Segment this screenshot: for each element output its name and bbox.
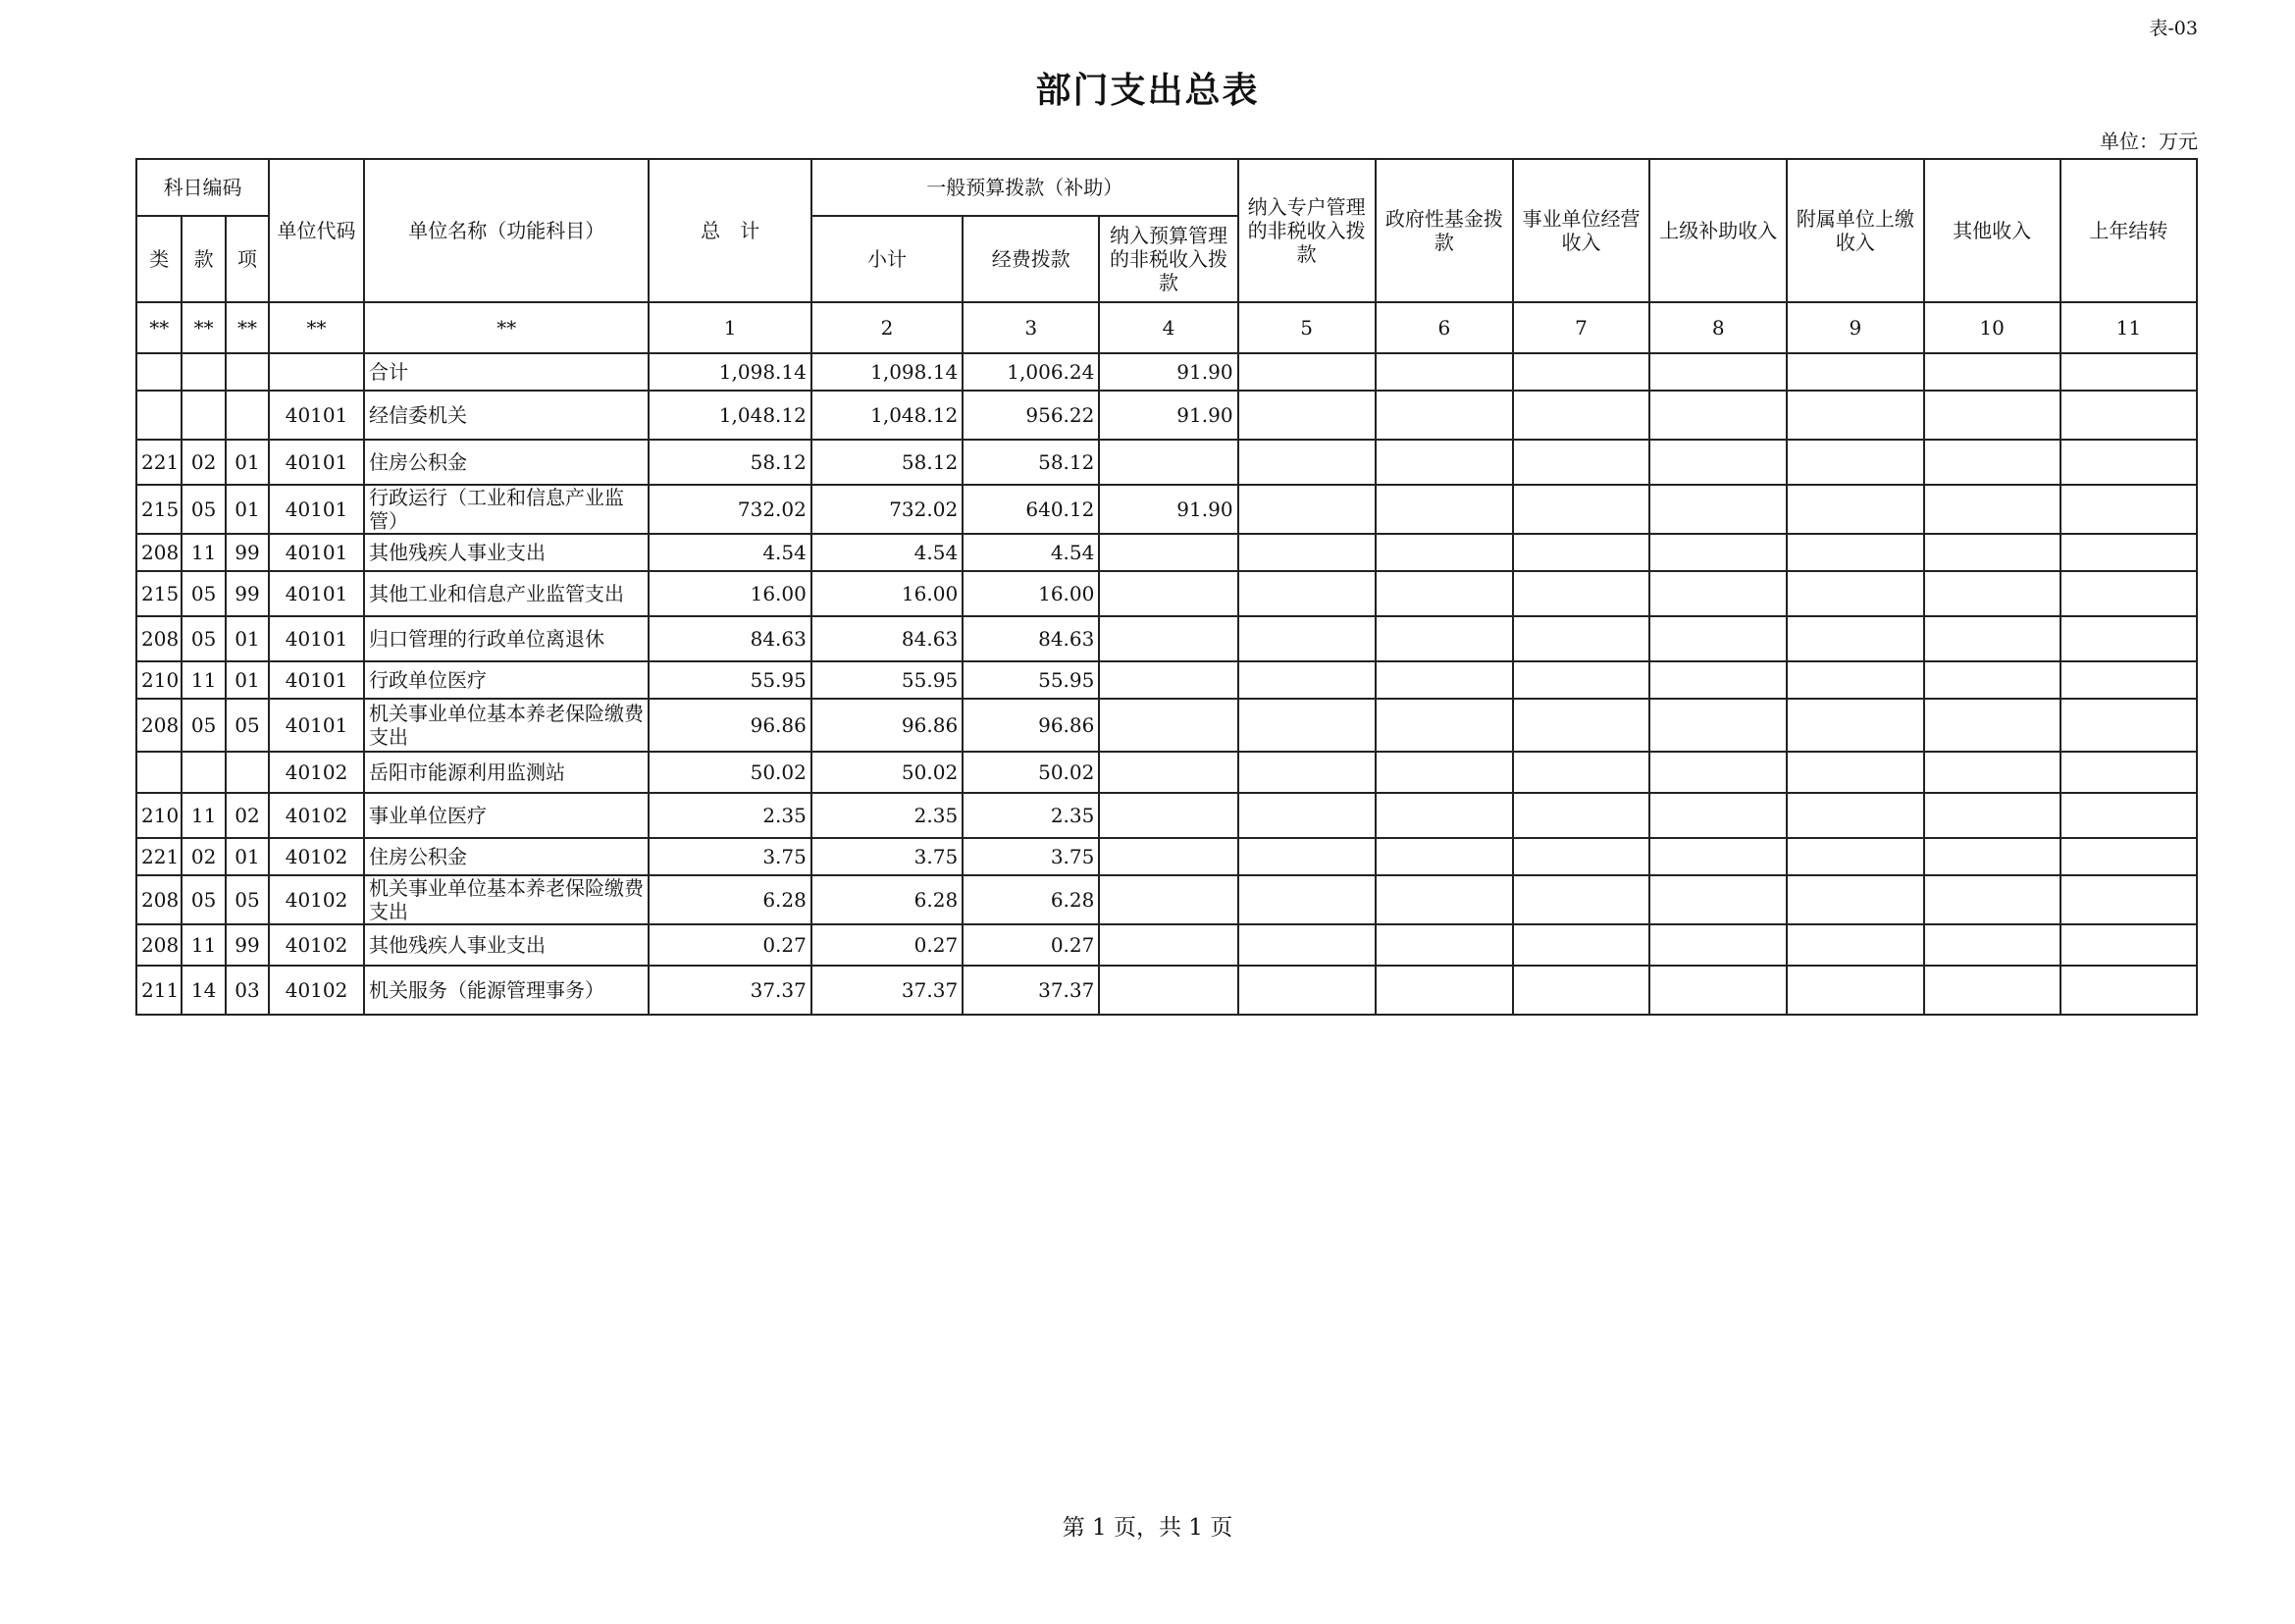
subtotal-cell: 55.95 bbox=[811, 661, 963, 699]
empty-cell bbox=[1376, 752, 1513, 793]
xiang-cell bbox=[226, 752, 269, 793]
kuan-cell bbox=[182, 752, 225, 793]
empty-cell bbox=[1238, 875, 1376, 924]
empty-cell bbox=[1376, 838, 1513, 875]
xiang-cell: 05 bbox=[226, 875, 269, 924]
empty-cell bbox=[2060, 353, 2197, 391]
affiliated-income-header: 附属单位上缴收入 bbox=[1787, 159, 1923, 302]
nontax-budget-cell bbox=[1099, 875, 1237, 924]
empty-cell bbox=[1649, 966, 1787, 1015]
table-row bbox=[136, 616, 2197, 661]
subtotal-cell: 1,098.14 bbox=[811, 353, 963, 391]
empty-cell bbox=[1376, 924, 1513, 966]
kuan-header: 款 bbox=[182, 216, 225, 302]
column-index-cell: 1 bbox=[649, 302, 810, 353]
table-row bbox=[136, 353, 2197, 391]
xiang-cell: 02 bbox=[226, 793, 269, 838]
nontax-budget-cell bbox=[1099, 534, 1237, 571]
funding-cell: 50.02 bbox=[963, 752, 1099, 793]
empty-cell bbox=[2060, 485, 2197, 534]
empty-cell bbox=[1513, 616, 1649, 661]
kuan-cell: 11 bbox=[182, 661, 225, 699]
nontax-budget-cell bbox=[1099, 571, 1237, 616]
column-index-cell: 7 bbox=[1513, 302, 1649, 353]
empty-cell bbox=[1238, 571, 1376, 616]
unit-code-cell: 40102 bbox=[269, 793, 364, 838]
funding-cell: 96.86 bbox=[963, 699, 1099, 752]
empty-cell bbox=[2060, 838, 2197, 875]
funding-cell: 640.12 bbox=[963, 485, 1099, 534]
total-cell: 16.00 bbox=[649, 571, 810, 616]
funding-cell: 16.00 bbox=[963, 571, 1099, 616]
empty-cell bbox=[1924, 571, 2060, 616]
unit-name-cell: 行政运行（工业和信息产业监管） bbox=[364, 485, 649, 534]
table-header bbox=[136, 159, 2197, 353]
empty-cell bbox=[1924, 391, 2060, 440]
unit-name-cell: 机关事业单位基本养老保险缴费支出 bbox=[364, 699, 649, 752]
kuan-cell: 02 bbox=[182, 838, 225, 875]
carryover-header: 上年结转 bbox=[2060, 159, 2197, 302]
empty-cell bbox=[1649, 875, 1787, 924]
total-cell: 96.86 bbox=[649, 699, 810, 752]
superior-subsidy-header: 上级补助收入 bbox=[1649, 159, 1787, 302]
nontax-budget-header: 纳入预算管理的非税收入拨款 bbox=[1099, 216, 1237, 302]
empty-cell bbox=[1787, 875, 1923, 924]
column-index-cell: 9 bbox=[1787, 302, 1923, 353]
subtotal-cell: 0.27 bbox=[811, 924, 963, 966]
lei-cell: 208 bbox=[136, 699, 182, 752]
lei-cell: 221 bbox=[136, 440, 182, 485]
table-row bbox=[136, 534, 2197, 571]
empty-cell bbox=[1649, 924, 1787, 966]
total-cell: 2.35 bbox=[649, 793, 810, 838]
unit-name-header: 单位名称（功能科目） bbox=[364, 159, 649, 302]
kuan-cell: 05 bbox=[182, 571, 225, 616]
empty-cell bbox=[1376, 353, 1513, 391]
lei-cell: 211 bbox=[136, 966, 182, 1015]
column-index-cell: ** bbox=[364, 302, 649, 353]
empty-cell bbox=[1238, 793, 1376, 838]
empty-cell bbox=[1513, 661, 1649, 699]
total-cell: 0.27 bbox=[649, 924, 810, 966]
xiang-cell: 03 bbox=[226, 966, 269, 1015]
nontax-budget-cell bbox=[1099, 616, 1237, 661]
total-cell: 58.12 bbox=[649, 440, 810, 485]
table-row bbox=[136, 838, 2197, 875]
kuan-cell: 05 bbox=[182, 699, 225, 752]
empty-cell bbox=[1924, 699, 2060, 752]
empty-cell bbox=[2060, 966, 2197, 1015]
column-index-cell: 2 bbox=[811, 302, 963, 353]
kuan-cell: 11 bbox=[182, 793, 225, 838]
xiang-cell: 01 bbox=[226, 485, 269, 534]
empty-cell bbox=[1649, 699, 1787, 752]
table-row bbox=[136, 571, 2197, 616]
lei-cell bbox=[136, 353, 182, 391]
subtotal-cell: 2.35 bbox=[811, 793, 963, 838]
nontax-budget-cell bbox=[1099, 838, 1237, 875]
empty-cell bbox=[1787, 440, 1923, 485]
unit-code-cell: 40101 bbox=[269, 440, 364, 485]
empty-cell bbox=[1513, 391, 1649, 440]
empty-cell bbox=[1924, 485, 2060, 534]
empty-cell bbox=[1238, 838, 1376, 875]
funding-cell: 6.28 bbox=[963, 875, 1099, 924]
empty-cell bbox=[1238, 353, 1376, 391]
empty-cell bbox=[1787, 838, 1923, 875]
total-header: 总 计 bbox=[649, 159, 810, 302]
column-index-cell: ** bbox=[136, 302, 182, 353]
column-index-cell: 11 bbox=[2060, 302, 2197, 353]
table-row bbox=[136, 661, 2197, 699]
form-number: 表-03 bbox=[2149, 18, 2198, 39]
subtotal-cell: 37.37 bbox=[811, 966, 963, 1015]
nontax-budget-cell: 91.90 bbox=[1099, 391, 1237, 440]
xiang-header: 项 bbox=[226, 216, 269, 302]
xiang-cell: 99 bbox=[226, 924, 269, 966]
funding-cell: 3.75 bbox=[963, 838, 1099, 875]
empty-cell bbox=[2060, 752, 2197, 793]
empty-cell bbox=[1238, 616, 1376, 661]
nontax-budget-cell bbox=[1099, 440, 1237, 485]
unit-code-cell: 40102 bbox=[269, 924, 364, 966]
xiang-cell: 01 bbox=[226, 616, 269, 661]
funding-cell: 84.63 bbox=[963, 616, 1099, 661]
lei-cell: 221 bbox=[136, 838, 182, 875]
unit-name-cell: 住房公积金 bbox=[364, 440, 649, 485]
lei-cell: 210 bbox=[136, 793, 182, 838]
table-row bbox=[136, 752, 2197, 793]
nontax-budget-cell bbox=[1099, 793, 1237, 838]
empty-cell bbox=[1376, 699, 1513, 752]
unit-code-cell: 40101 bbox=[269, 485, 364, 534]
empty-cell bbox=[1238, 661, 1376, 699]
column-index-cell: 5 bbox=[1238, 302, 1376, 353]
gov-fund-header: 政府性基金拨款 bbox=[1376, 159, 1513, 302]
empty-cell bbox=[1924, 966, 2060, 1015]
nontax-budget-cell: 91.90 bbox=[1099, 485, 1237, 534]
unit-code-cell: 40101 bbox=[269, 534, 364, 571]
empty-cell bbox=[1376, 966, 1513, 1015]
table-row bbox=[136, 924, 2197, 966]
table-row bbox=[136, 391, 2197, 440]
empty-cell bbox=[1924, 838, 2060, 875]
empty-cell bbox=[1787, 966, 1923, 1015]
subtotal-cell: 3.75 bbox=[811, 838, 963, 875]
total-cell: 6.28 bbox=[649, 875, 810, 924]
kuan-cell: 05 bbox=[182, 875, 225, 924]
nontax-budget-cell bbox=[1099, 699, 1237, 752]
empty-cell bbox=[1924, 752, 2060, 793]
empty-cell bbox=[1649, 793, 1787, 838]
empty-cell bbox=[1238, 485, 1376, 534]
column-index-cell: 10 bbox=[1924, 302, 2060, 353]
lei-cell: 208 bbox=[136, 875, 182, 924]
unit-name-cell: 岳阳市能源利用监测站 bbox=[364, 752, 649, 793]
empty-cell bbox=[1924, 875, 2060, 924]
unit-name-cell: 其他残疾人事业支出 bbox=[364, 534, 649, 571]
table-row bbox=[136, 966, 2197, 1015]
unit-code-cell bbox=[269, 353, 364, 391]
funding-cell: 956.22 bbox=[963, 391, 1099, 440]
lei-cell: 215 bbox=[136, 571, 182, 616]
xiang-cell: 99 bbox=[226, 571, 269, 616]
subtotal-cell: 96.86 bbox=[811, 699, 963, 752]
empty-cell bbox=[1376, 485, 1513, 534]
unit-name-cell: 事业单位医疗 bbox=[364, 793, 649, 838]
empty-cell bbox=[1376, 571, 1513, 616]
nontax-budget-cell bbox=[1099, 661, 1237, 699]
funding-header: 经费拨款 bbox=[963, 216, 1099, 302]
total-cell: 4.54 bbox=[649, 534, 810, 571]
empty-cell bbox=[1513, 353, 1649, 391]
lei-cell: 210 bbox=[136, 661, 182, 699]
table-row bbox=[136, 485, 2197, 534]
kuan-cell bbox=[182, 353, 225, 391]
column-index-cell: 8 bbox=[1649, 302, 1787, 353]
empty-cell bbox=[1238, 440, 1376, 485]
funding-cell: 2.35 bbox=[963, 793, 1099, 838]
xiang-cell bbox=[226, 391, 269, 440]
empty-cell bbox=[1649, 838, 1787, 875]
unit-name-cell: 住房公积金 bbox=[364, 838, 649, 875]
unit-code-cell: 40101 bbox=[269, 391, 364, 440]
page-number: 第 1 页，共 1 页 bbox=[1062, 1515, 1233, 1541]
unit-name-cell: 合计 bbox=[364, 353, 649, 391]
unit-code-cell: 40102 bbox=[269, 752, 364, 793]
empty-cell bbox=[1513, 966, 1649, 1015]
xiang-cell bbox=[226, 353, 269, 391]
empty-cell bbox=[1376, 793, 1513, 838]
currency-unit: 单位：万元 bbox=[2100, 130, 2198, 153]
unit-name-cell: 归口管理的行政单位离退休 bbox=[364, 616, 649, 661]
nontax-budget-cell bbox=[1099, 752, 1237, 793]
nontax-budget-cell: 91.90 bbox=[1099, 353, 1237, 391]
column-index-cell: ** bbox=[226, 302, 269, 353]
empty-cell bbox=[1376, 534, 1513, 571]
subject-code-header: 科日编码 bbox=[136, 159, 269, 216]
empty-cell bbox=[2060, 616, 2197, 661]
subtotal-cell: 1,048.12 bbox=[811, 391, 963, 440]
lei-cell bbox=[136, 752, 182, 793]
total-cell: 1,098.14 bbox=[649, 353, 810, 391]
total-cell: 84.63 bbox=[649, 616, 810, 661]
empty-cell bbox=[1376, 616, 1513, 661]
subtotal-cell: 16.00 bbox=[811, 571, 963, 616]
empty-cell bbox=[1924, 793, 2060, 838]
empty-cell bbox=[1924, 353, 2060, 391]
unit-name-cell: 机关服务（能源管理事务） bbox=[364, 966, 649, 1015]
business-income-header: 事业单位经营收入 bbox=[1513, 159, 1649, 302]
empty-cell bbox=[1513, 440, 1649, 485]
unit-code-header: 单位代码 bbox=[269, 159, 364, 302]
unit-code-cell: 40102 bbox=[269, 838, 364, 875]
empty-cell bbox=[1787, 534, 1923, 571]
empty-cell bbox=[1787, 924, 1923, 966]
empty-cell bbox=[1787, 353, 1923, 391]
other-income-header: 其他收入 bbox=[1924, 159, 2060, 302]
subtotal-cell: 50.02 bbox=[811, 752, 963, 793]
unit-code-cell: 40101 bbox=[269, 699, 364, 752]
empty-cell bbox=[1649, 440, 1787, 485]
column-index-cell: 4 bbox=[1099, 302, 1237, 353]
empty-cell bbox=[1238, 534, 1376, 571]
subtotal-cell: 84.63 bbox=[811, 616, 963, 661]
total-cell: 3.75 bbox=[649, 838, 810, 875]
empty-cell bbox=[2060, 391, 2197, 440]
subtotal-cell: 732.02 bbox=[811, 485, 963, 534]
empty-cell bbox=[1649, 616, 1787, 661]
empty-cell bbox=[1238, 391, 1376, 440]
kuan-cell: 02 bbox=[182, 440, 225, 485]
empty-cell bbox=[1924, 616, 2060, 661]
xiang-cell: 99 bbox=[226, 534, 269, 571]
xiang-cell: 01 bbox=[226, 440, 269, 485]
xiang-cell: 01 bbox=[226, 661, 269, 699]
empty-cell bbox=[1924, 534, 2060, 571]
funding-cell: 37.37 bbox=[963, 966, 1099, 1015]
empty-cell bbox=[2060, 440, 2197, 485]
table-row bbox=[136, 440, 2197, 485]
nontax-special-header: 纳入专户管理的非税收入拨款 bbox=[1238, 159, 1376, 302]
unit-name-cell: 机关事业单位基本养老保险缴费支出 bbox=[364, 875, 649, 924]
empty-cell bbox=[2060, 793, 2197, 838]
lei-cell: 208 bbox=[136, 534, 182, 571]
table-row bbox=[136, 875, 2197, 924]
empty-cell bbox=[1649, 485, 1787, 534]
column-index-row bbox=[136, 302, 2197, 353]
unit-code-cell: 40102 bbox=[269, 966, 364, 1015]
total-cell: 732.02 bbox=[649, 485, 810, 534]
empty-cell bbox=[1238, 699, 1376, 752]
empty-cell bbox=[1787, 699, 1923, 752]
column-index-cell: ** bbox=[182, 302, 225, 353]
empty-cell bbox=[2060, 924, 2197, 966]
empty-cell bbox=[1649, 534, 1787, 571]
empty-cell bbox=[1513, 752, 1649, 793]
general-budget-header: 一般预算拨款（补助） bbox=[811, 159, 1238, 216]
empty-cell bbox=[2060, 534, 2197, 571]
funding-cell: 4.54 bbox=[963, 534, 1099, 571]
lei-cell: 215 bbox=[136, 485, 182, 534]
expenditure-table bbox=[135, 158, 2198, 1016]
empty-cell bbox=[1513, 924, 1649, 966]
nontax-budget-cell bbox=[1099, 924, 1237, 966]
unit-code-cell: 40101 bbox=[269, 571, 364, 616]
empty-cell bbox=[1649, 571, 1787, 616]
column-index-cell: 3 bbox=[963, 302, 1099, 353]
empty-cell bbox=[1513, 534, 1649, 571]
xiang-cell: 01 bbox=[226, 838, 269, 875]
xiang-cell: 05 bbox=[226, 699, 269, 752]
subtotal-cell: 4.54 bbox=[811, 534, 963, 571]
subtotal-header: 小计 bbox=[811, 216, 963, 302]
table-row bbox=[136, 793, 2197, 838]
lei-cell: 208 bbox=[136, 616, 182, 661]
lei-header: 类 bbox=[136, 216, 182, 302]
column-index-cell: ** bbox=[269, 302, 364, 353]
empty-cell bbox=[1513, 571, 1649, 616]
total-cell: 1,048.12 bbox=[649, 391, 810, 440]
empty-cell bbox=[1238, 752, 1376, 793]
kuan-cell: 11 bbox=[182, 534, 225, 571]
empty-cell bbox=[1513, 838, 1649, 875]
column-index-cell: 6 bbox=[1376, 302, 1513, 353]
empty-cell bbox=[1924, 440, 2060, 485]
empty-cell bbox=[2060, 875, 2197, 924]
funding-cell: 0.27 bbox=[963, 924, 1099, 966]
empty-cell bbox=[1787, 571, 1923, 616]
unit-name-cell: 经信委机关 bbox=[364, 391, 649, 440]
unit-name-cell: 行政单位医疗 bbox=[364, 661, 649, 699]
unit-code-cell: 40102 bbox=[269, 875, 364, 924]
empty-cell bbox=[1924, 924, 2060, 966]
total-cell: 37.37 bbox=[649, 966, 810, 1015]
nontax-budget-cell bbox=[1099, 966, 1237, 1015]
empty-cell bbox=[2060, 571, 2197, 616]
empty-cell bbox=[1376, 440, 1513, 485]
table-row bbox=[136, 699, 2197, 752]
empty-cell bbox=[1649, 353, 1787, 391]
funding-cell: 58.12 bbox=[963, 440, 1099, 485]
empty-cell bbox=[1787, 391, 1923, 440]
unit-code-cell: 40101 bbox=[269, 616, 364, 661]
empty-cell bbox=[1787, 661, 1923, 699]
subtotal-cell: 58.12 bbox=[811, 440, 963, 485]
kuan-cell: 14 bbox=[182, 966, 225, 1015]
total-cell: 55.95 bbox=[649, 661, 810, 699]
empty-cell bbox=[1787, 793, 1923, 838]
kuan-cell: 11 bbox=[182, 924, 225, 966]
unit-code-cell: 40101 bbox=[269, 661, 364, 699]
table-body bbox=[136, 353, 2197, 1015]
lei-cell bbox=[136, 391, 182, 440]
empty-cell bbox=[1238, 924, 1376, 966]
empty-cell bbox=[1787, 752, 1923, 793]
page-title: 部门支出总表 bbox=[1035, 70, 1260, 111]
empty-cell bbox=[1924, 661, 2060, 699]
empty-cell bbox=[1649, 391, 1787, 440]
unit-name-cell: 其他残疾人事业支出 bbox=[364, 924, 649, 966]
empty-cell bbox=[1376, 875, 1513, 924]
subtotal-cell: 6.28 bbox=[811, 875, 963, 924]
empty-cell bbox=[1513, 875, 1649, 924]
empty-cell bbox=[1513, 699, 1649, 752]
funding-cell: 1,006.24 bbox=[963, 353, 1099, 391]
kuan-cell: 05 bbox=[182, 616, 225, 661]
empty-cell bbox=[1787, 616, 1923, 661]
empty-cell bbox=[1376, 391, 1513, 440]
funding-cell: 55.95 bbox=[963, 661, 1099, 699]
empty-cell bbox=[1649, 752, 1787, 793]
empty-cell bbox=[1238, 966, 1376, 1015]
empty-cell bbox=[2060, 661, 2197, 699]
total-cell: 50.02 bbox=[649, 752, 810, 793]
unit-name-cell: 其他工业和信息产业监管支出 bbox=[364, 571, 649, 616]
empty-cell bbox=[2060, 699, 2197, 752]
empty-cell bbox=[1649, 661, 1787, 699]
lei-cell: 208 bbox=[136, 924, 182, 966]
empty-cell bbox=[1376, 661, 1513, 699]
empty-cell bbox=[1513, 793, 1649, 838]
kuan-cell bbox=[182, 391, 225, 440]
empty-cell bbox=[1513, 485, 1649, 534]
empty-cell bbox=[1787, 485, 1923, 534]
kuan-cell: 05 bbox=[182, 485, 225, 534]
